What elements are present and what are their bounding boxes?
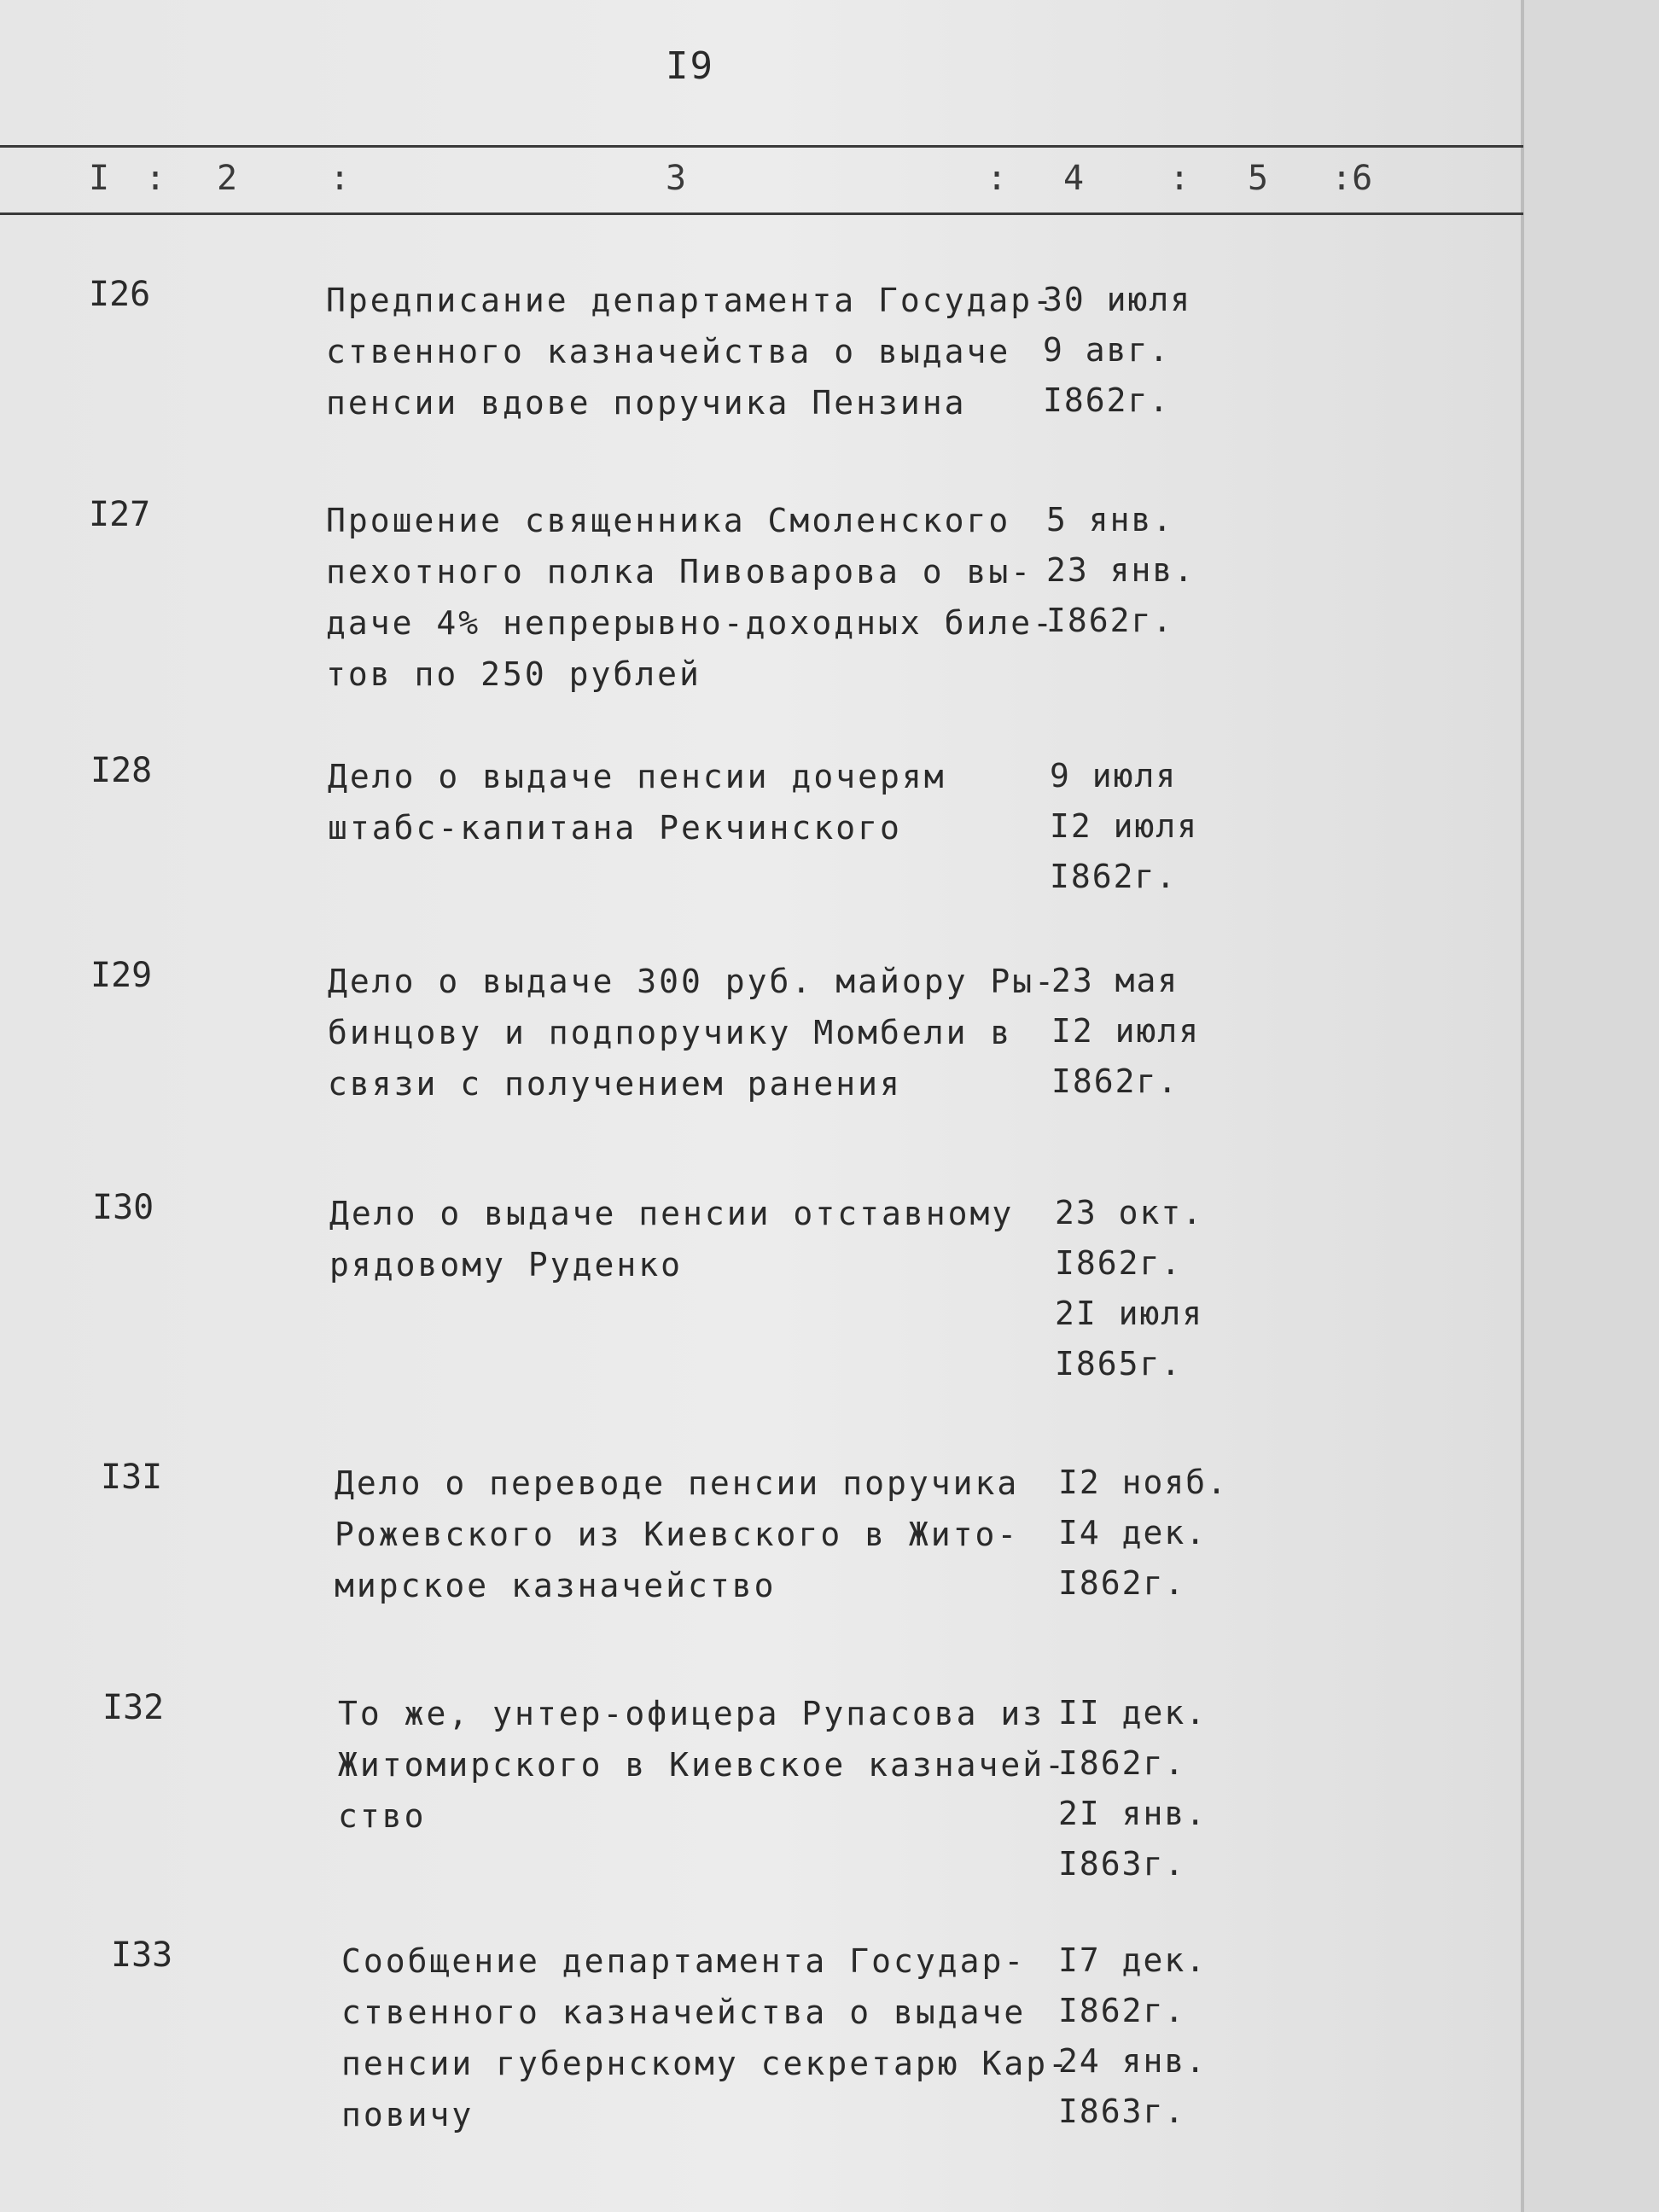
page-number: I9 bbox=[666, 44, 714, 88]
column-header-2: 2 bbox=[217, 159, 238, 198]
row-number: I28 bbox=[90, 751, 153, 790]
column-header-4: 4 bbox=[1063, 159, 1085, 198]
row-description: Предписание департамента Государ- ственного казначейства о выдаче пенсии вдове поручика Пензина bbox=[326, 282, 1055, 422]
row-number: I29 bbox=[90, 956, 153, 995]
row-dates: 9 июля I2 июля I862г. bbox=[1050, 757, 1199, 895]
row-dates: I7 дек. I862г. 24 янв. I863г. bbox=[1058, 1941, 1208, 2130]
row-description: Дело о выдаче пенсии дочерям штабс-капитана Рекчинского bbox=[328, 758, 946, 847]
row-description: Дело о выдаче пенсии отставному рядовому Руденко bbox=[329, 1195, 1015, 1284]
column-separator: : bbox=[1169, 159, 1190, 198]
row-description: Дело о выдаче 300 руб. майору Ры- бинцову и подпоручику Момбели в связи с получением ранения bbox=[328, 963, 1057, 1103]
header-rule-bottom bbox=[0, 212, 1523, 215]
row-number: I3I bbox=[101, 1458, 163, 1497]
row-description: Прошение священника Смоленского пехотного полка Пивоварова о вы- даче 4% непрерывно-доходных биле- тов по 250 рублей bbox=[326, 502, 1055, 693]
row-dates: II дек. I862г. 2I янв. I863г. bbox=[1058, 1694, 1208, 1883]
column-header-6: :6 bbox=[1331, 159, 1373, 198]
row-dates: 5 янв. 23 янв. I862г. bbox=[1046, 501, 1196, 639]
column-header-3: 3 bbox=[666, 159, 687, 198]
column-separator: : bbox=[329, 159, 351, 198]
row-number: I30 bbox=[92, 1188, 154, 1227]
page-edge bbox=[1521, 0, 1524, 2212]
column-header-5: 5 bbox=[1248, 159, 1269, 198]
column-separator: : bbox=[987, 159, 1008, 198]
column-separator: : bbox=[145, 159, 166, 198]
row-dates: 23 мая I2 июля I862г. bbox=[1051, 962, 1201, 1100]
column-header-1: I bbox=[89, 159, 110, 198]
header-rule-top bbox=[0, 145, 1523, 148]
row-dates: 30 июля 9 авг. I862г. bbox=[1043, 281, 1192, 419]
row-description: Сообщение департамента Государ- ственного казначейства о выдаче пенсии губернскому секретарю Кар- повичу bbox=[341, 1942, 1070, 2133]
row-description: То же, унтер-офицера Рупасова из Житомирского в Киевское казначей- ство bbox=[338, 1695, 1067, 1835]
row-number: I27 bbox=[89, 495, 151, 534]
row-dates: I2 нояб. I4 дек. I862г. bbox=[1058, 1464, 1229, 1602]
row-number: I32 bbox=[102, 1688, 165, 1727]
row-dates: 23 окт. I862г. 2I июля I865г. bbox=[1055, 1194, 1204, 1382]
row-number: I26 bbox=[89, 275, 151, 314]
row-number: I33 bbox=[111, 1936, 173, 1975]
row-description: Дело о переводе пенсии поручика Рожевского из Киевского в Жито- мирское казначейство bbox=[335, 1464, 1020, 1604]
